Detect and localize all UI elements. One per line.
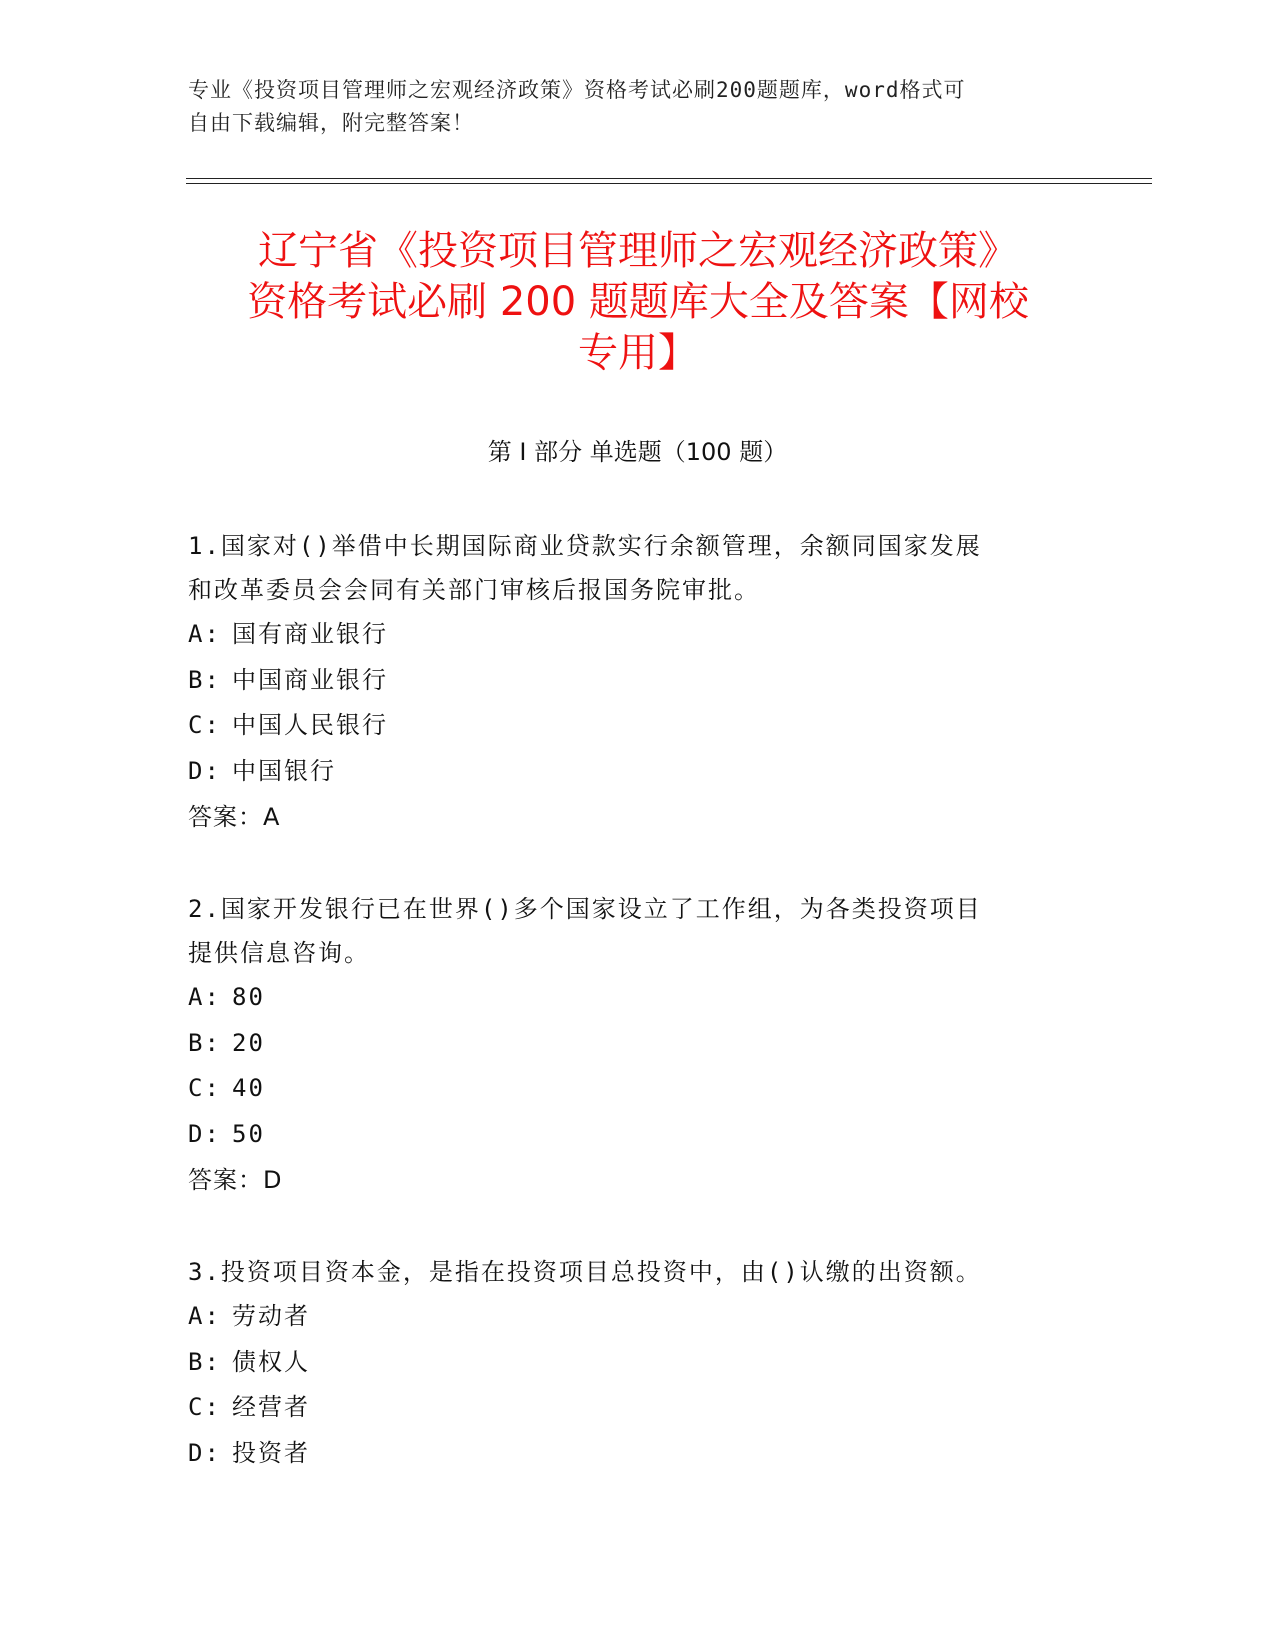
option-text: 50: [232, 1119, 265, 1148]
question-stem: [188, 887, 1068, 975]
option-d: [188, 1112, 1068, 1158]
option-letter: D:: [188, 1438, 221, 1467]
option-letter: B:: [188, 665, 221, 694]
stem-line: 和改革委员会会同有关部门审核后报国务院审批。: [188, 576, 760, 604]
option-text: 40: [232, 1074, 265, 1102]
option-text: 中国银行: [232, 756, 336, 785]
option-letter: C:: [188, 711, 221, 739]
option-a: [188, 1294, 1068, 1340]
option-text: 债权人: [232, 1347, 310, 1376]
option-a: [188, 612, 1068, 658]
intro-line-1: 专业《投资项目管理师之宏观经济政策》资格考试必刷200题题库，word格式可: [188, 78, 966, 102]
option-d: [188, 1431, 1068, 1477]
option-text: 中国商业银行: [232, 665, 388, 694]
option-letter: A:: [188, 1302, 221, 1330]
question-3: [188, 1250, 1068, 1476]
header-rule-top: [186, 178, 1152, 179]
option-text: 经营者: [232, 1393, 310, 1421]
question-1: [188, 524, 1068, 840]
option-b: [188, 1340, 1068, 1386]
title-line-2: 资格考试必刷 200 题题库大全及答案【网校: [247, 279, 1029, 325]
option-letter: A:: [188, 983, 221, 1011]
option-letter: D:: [188, 756, 221, 785]
option-letter: D:: [188, 1119, 221, 1148]
option-b: [188, 658, 1068, 704]
option-letter: C:: [188, 1074, 221, 1102]
option-letter: B:: [188, 1347, 221, 1376]
document-title: [190, 226, 1086, 379]
stem-line: 3.投资项目资本金，是指在投资项目总投资中，由()认缴的出资额。: [188, 1258, 982, 1286]
question-2: [188, 887, 1068, 1203]
option-letter: B:: [188, 1028, 221, 1057]
option-letter: C:: [188, 1393, 221, 1421]
option-text: 投资者: [232, 1438, 310, 1467]
stem-line: 2.国家开发银行已在世界()多个国家设立了工作组，为各类投资项目: [188, 895, 982, 923]
option-d: [188, 749, 1068, 795]
intro-line-2: 自由下载编辑，附完整答案！: [188, 111, 474, 135]
option-a: [188, 975, 1068, 1021]
option-c: [188, 1066, 1068, 1112]
question-stem: [188, 524, 1068, 612]
title-line-3: 专用】: [578, 330, 698, 376]
option-c: [188, 703, 1068, 749]
stem-line: 1.国家对()举借中长期国际商业贷款实行余额管理，余额同国家发展: [188, 532, 982, 560]
option-text: 劳动者: [232, 1302, 310, 1330]
section-heading: 第 I 部分 单选题（100 题）: [487, 438, 788, 466]
option-text: 中国人民银行: [232, 711, 388, 739]
title-line-1: 辽宁省《投资项目管理师之宏观经济政策》: [258, 228, 1018, 274]
intro-text: [188, 74, 1088, 140]
option-text: 20: [232, 1028, 265, 1057]
stem-line: 提供信息咨询。: [188, 939, 370, 967]
option-c: [188, 1385, 1068, 1431]
option-b: [188, 1021, 1068, 1067]
answer-line: 答案：A: [188, 803, 281, 831]
question-stem: [188, 1250, 1068, 1294]
option-text: 80: [232, 983, 265, 1011]
header-rule-bottom: [186, 183, 1152, 184]
answer-line: 答案：D: [188, 1166, 283, 1194]
option-letter: A:: [188, 620, 221, 648]
option-text: 国有商业银行: [232, 620, 388, 648]
